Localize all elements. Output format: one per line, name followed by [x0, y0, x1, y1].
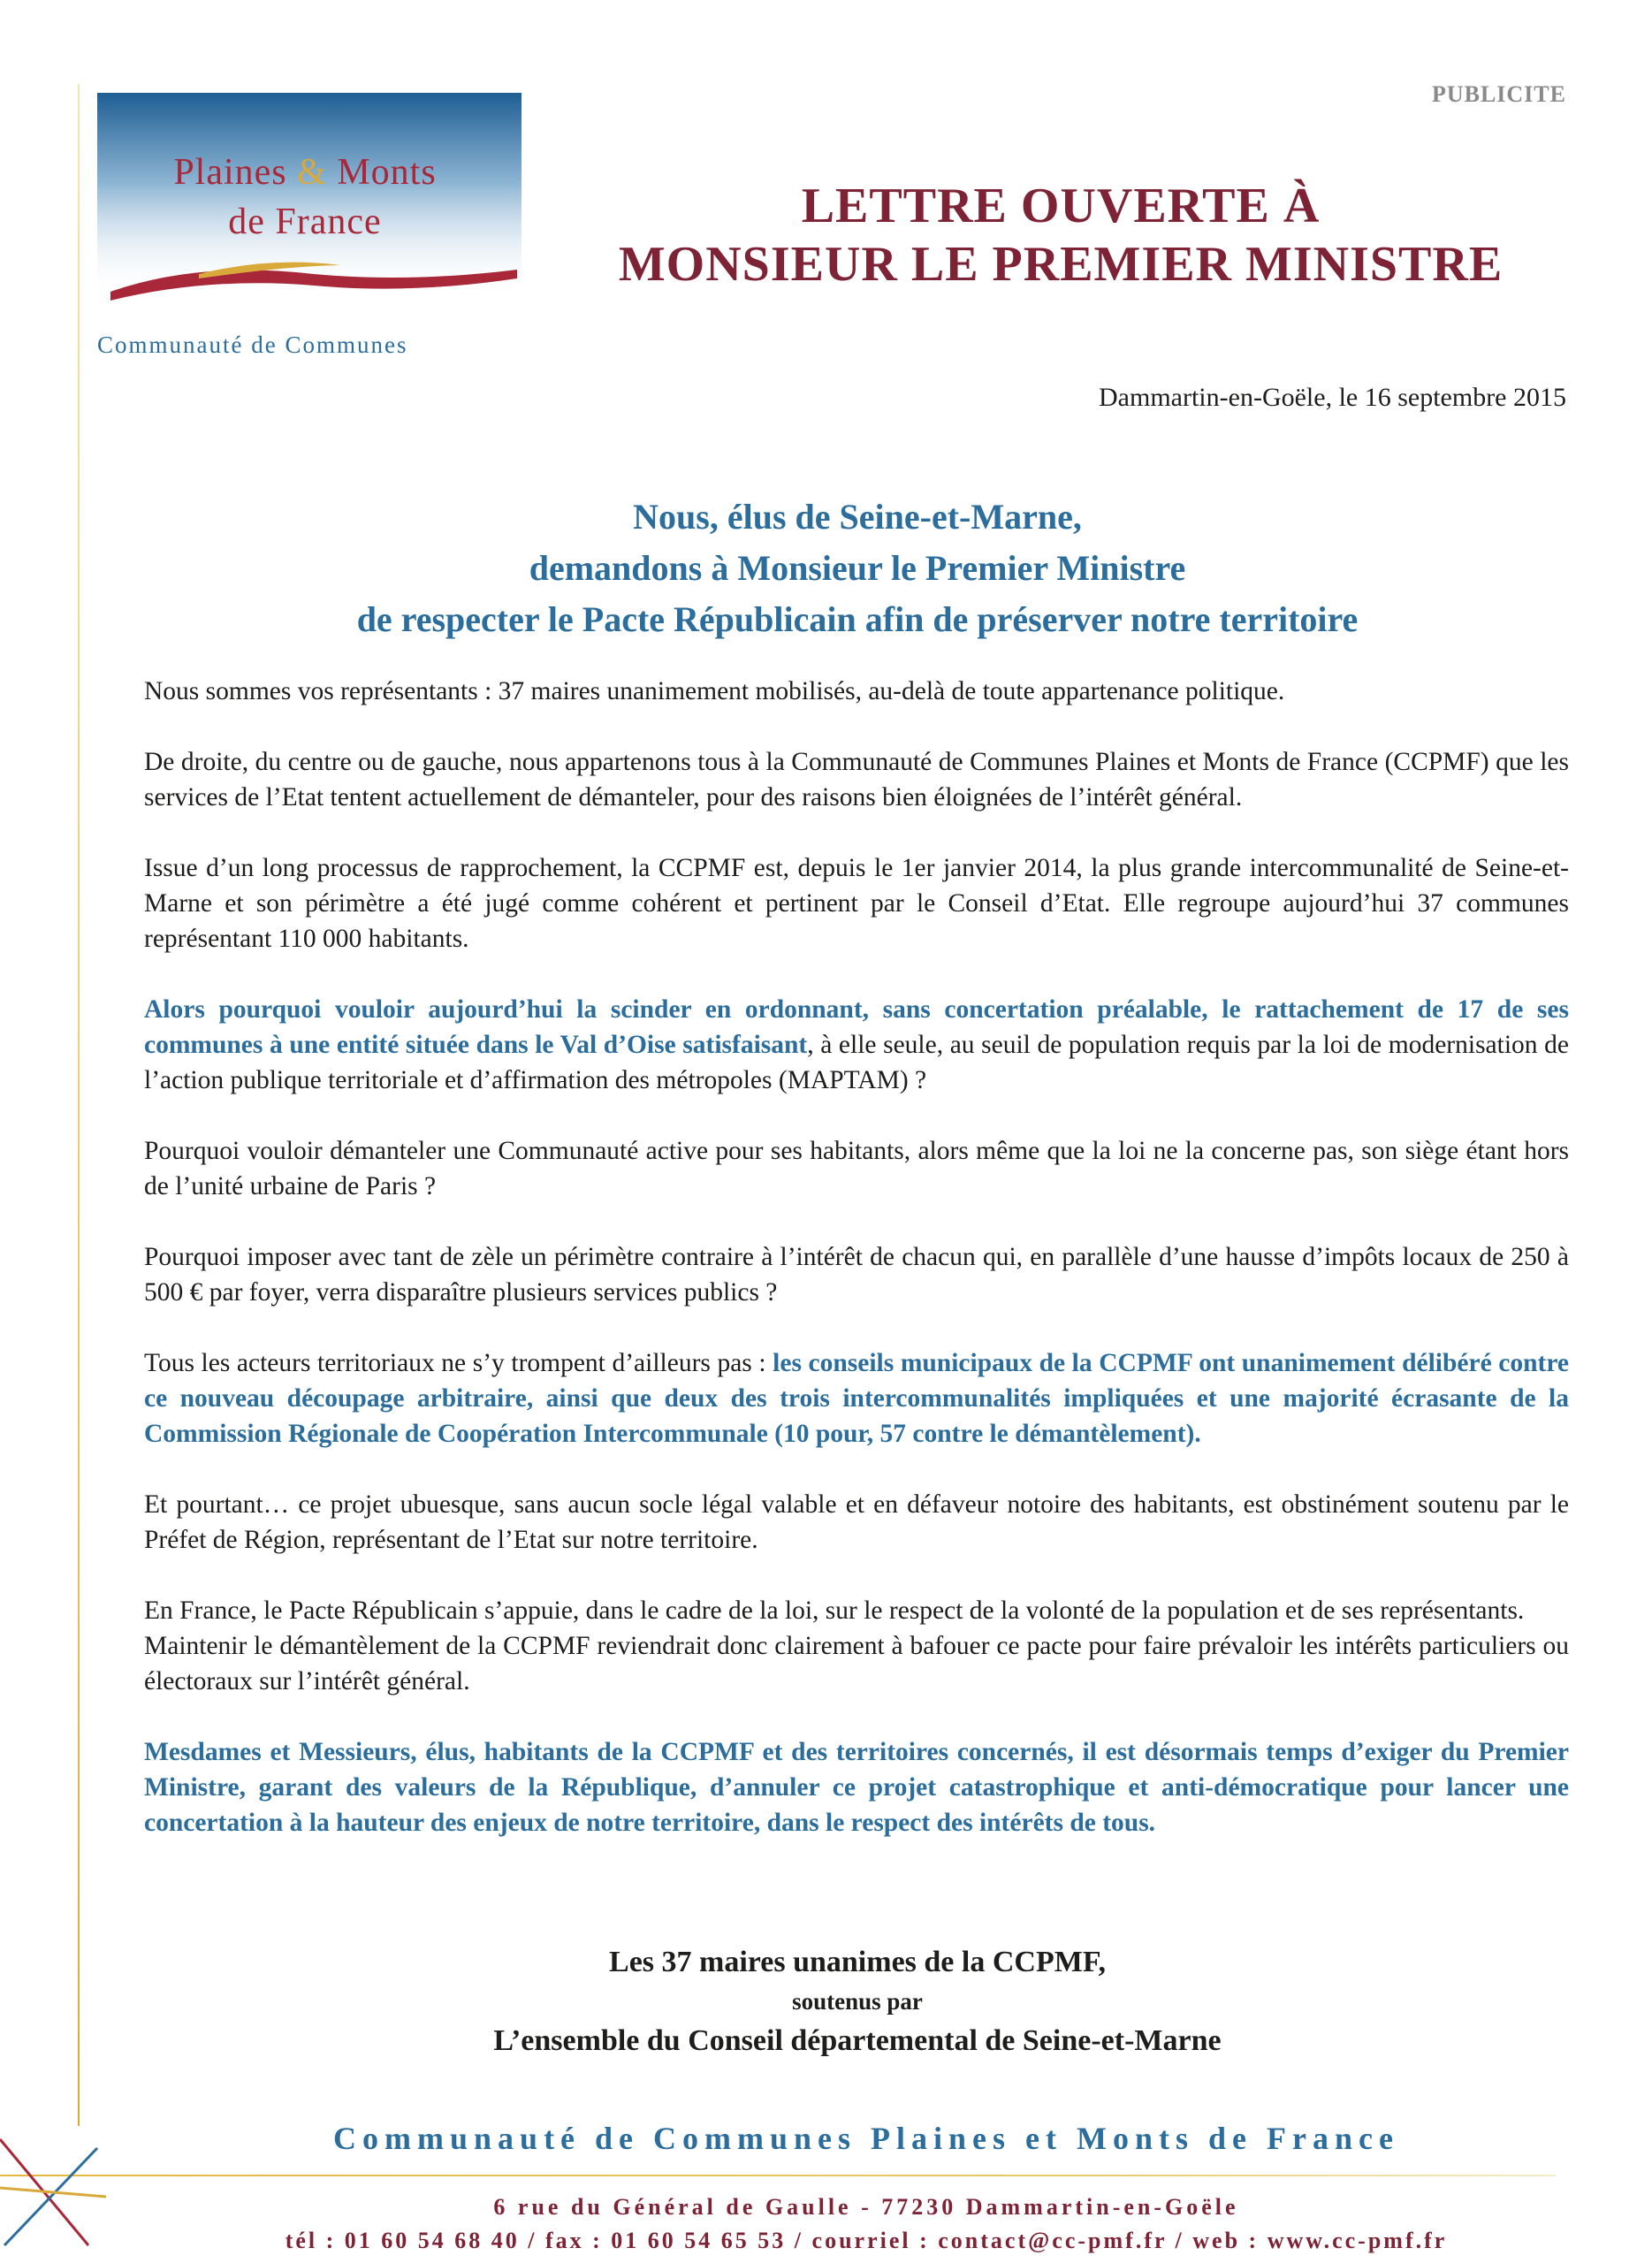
paragraph-6: Pourquoi imposer avec tant de zèle un périmètre contraire à l’intérêt de chacun qui, en parallèle d’une hausse d’impôts locaux de 250 à 500 € par foyer, verra disparaître plusieurs services publics ? — [144, 1243, 1569, 1307]
title-line-1: LETTRE OUVERTE À — [801, 179, 1321, 233]
paragraph-4: Alors pourquoi vouloir aujourd’hui la scinder en ordonnant, sans concertation préalable, le rattachement de 17 de ses communes à une entité située dans le Val d’Oise satisfaisant, à elle seule, au seuil de population requis par la loi de modernisation de l’action publique territoriale et d’affirmation des métropoles (MAPTAM) ? — [144, 995, 1569, 1094]
headline — [141, 491, 1573, 645]
footer-contact: tél : 01 60 54 68 40 / fax : 01 60 54 65 53 / courriel : contact@cc-pmf.fr / web : www.cc-pmf.fr — [285, 2228, 1448, 2253]
paragraph-5: Pourquoi vouloir démanteler une Communauté active pour ses habitants, alors même que la loi ne la concerne pas, son siège étant hors de l’unité urbaine de Paris ? — [144, 1137, 1569, 1200]
signature-line-1: Les 37 maires unanimes de la CCPMF, — [609, 1946, 1106, 1978]
footer-address: 6 rue du Général de Gaulle - 77230 Dammartin-en-Goële — [493, 2194, 1239, 2220]
headline-line-1: Nous, élus de Seine-et-Marne, — [633, 497, 1082, 537]
paragraph-9: En France, le Pacte Républicain s’appuie, dans le cadre de la loi, sur le respect de la volonté de la population et de ses représentants. — [144, 1596, 1525, 1625]
logo-name: Plaines & Monts de France — [173, 152, 437, 242]
left-gold-rule — [78, 84, 80, 2126]
signature-block — [141, 1941, 1573, 2063]
paragraph-11: Mesdames et Messieurs, élus, habitants de la CCPMF et des territoires concernés, il est désormais temps d’exiger du Premier Ministre, garant des valeurs de la République, d’annuler ce projet catastrophique et anti-démocratique pour lancer une concertation à la hauteur des enjeux de notre territoire, dans le respect des intérêts de tous. — [144, 1738, 1569, 1837]
paragraph-1: Nous sommes vos représentants : 37 maires unanimement mobilisés, au-delà de toute appartenance politique. — [144, 677, 1285, 705]
footer-organisation: Communauté de Communes Plaines et Monts de France — [333, 2121, 1399, 2156]
paragraph-2: De droite, du centre ou de gauche, nous appartenons tous à la Communauté de Communes Plaines et Monts de France (CCPMF) que les services de l’Etat tentent actuellement de démanteler, pour des raisons bien éloignées de l’intérêt général. — [144, 748, 1569, 811]
page-title — [566, 177, 1556, 293]
logo-subtitle: Communauté de Communes — [97, 331, 408, 358]
paragraph-7: Tous les acteurs territoriaux ne s’y trompent d’ailleurs pas : les conseils municipaux de la CCPMF ont unanimement délibéré contre ce nouveau découpage arbitraire, ainsi que deux des trois intercommunalités impliquées et une majorité écrasante de la Commission Régionale de Coopération Intercommunale (10 pour, 57 contre le démantèlement). — [144, 1349, 1569, 1448]
bottom-gold-rule — [0, 2175, 1556, 2176]
paragraph-10: Maintenir le démantèlement de la CCPMF reviendrait donc clairement à bafouer ce pacte pour faire prévaloir les intérêts particuliers ou électoraux sur l’intérêt général. — [144, 1632, 1569, 1695]
paragraph-8: Et pourtant… ce projet ubuesque, sans aucun socle légal valable et en défaveur notoire des habitants, est obstinément soutenu par le Préfet de Région, représentant de l’Etat sur notre territoire. — [144, 1490, 1569, 1554]
title-line-2: MONSIEUR LE PREMIER MINISTRE — [618, 237, 1504, 292]
letter-body — [144, 674, 1569, 1840]
signature-line-3: L’ensemble du Conseil départemental de Seine-et-Marne — [493, 2024, 1222, 2057]
date-line: Dammartin-en-Goële, le 16 septembre 2015 — [1099, 383, 1566, 412]
paragraph-3: Issue d’un long processus de rapprochement, la CCPMF est, depuis le 1er janvier 2014, la plus grande intercommunalité de Seine-et-Marne et son périmètre a été jugé comme cohérent et pertinent par le Conseil d’Etat. Elle regroupe aujourd’hui 37 communes représentant 110 000 habitants. — [144, 854, 1569, 953]
headline-line-3: de respecter le Pacte Républicain afin de préserver notre territoire — [356, 599, 1359, 639]
ccpmf-logo — [93, 93, 526, 367]
signature-line-2: soutenus par — [792, 1988, 923, 2015]
publicite-label: PUBLICITE — [1431, 81, 1566, 107]
headline-line-2: demandons à Monsieur le Premier Ministre — [529, 548, 1186, 588]
